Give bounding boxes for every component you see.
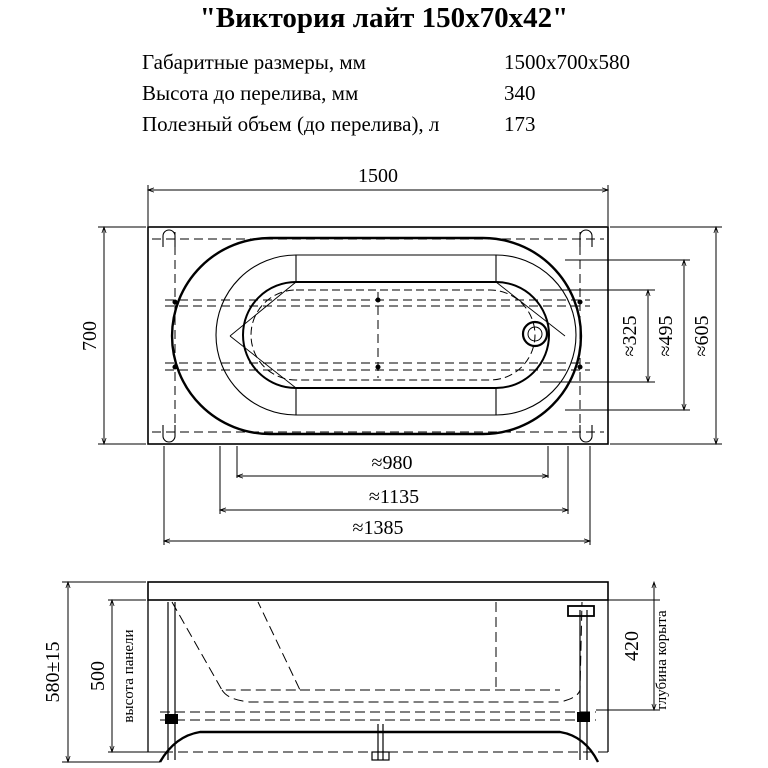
spec-value-dimensions: 1500х700х580 xyxy=(504,50,630,74)
dim-inner-1385: ≈1385 xyxy=(352,517,404,539)
dim-bowl-depth: 420 xyxy=(621,631,643,661)
dim-width: 700 xyxy=(79,321,101,351)
hidden-frame xyxy=(152,232,604,440)
spec-value-volume: 173 xyxy=(504,112,536,136)
label-bowl-depth: глубина корыта xyxy=(654,610,670,710)
dim-width-495: ≈495 xyxy=(655,315,677,357)
dim-width-325: ≈325 xyxy=(619,315,641,357)
spec-label-volume: Полезный объем (до перелива), л xyxy=(142,112,440,136)
dim-total-height: 580±15 xyxy=(42,641,64,703)
label-panel-height: высота панели xyxy=(121,629,137,723)
drain-icon xyxy=(523,322,547,346)
dim-panel-height: 500 xyxy=(87,661,109,691)
bowl-outline xyxy=(172,238,581,434)
overflow-fitting-icon xyxy=(568,606,594,616)
bowl-bottom xyxy=(243,282,549,388)
dim-inner-1135: ≈1135 xyxy=(368,486,420,508)
dim-length: 1500 xyxy=(358,165,398,187)
spec-value-overflow-height: 340 xyxy=(504,81,536,105)
front-panel-base xyxy=(160,732,598,762)
spec-label-overflow-height: Высота до перелива, мм xyxy=(142,81,359,105)
bowl-hidden-lines xyxy=(160,602,596,720)
diagram-title: "Виктория лайт 150х70х42" xyxy=(199,2,569,34)
dim-inner-980: ≈980 xyxy=(371,452,413,474)
legs xyxy=(165,602,590,760)
side-view xyxy=(62,582,660,762)
side-view-labels xyxy=(42,610,670,723)
spec-label-dimensions: Габаритные размеры, мм xyxy=(142,50,366,74)
side-rim xyxy=(148,582,608,600)
dim-width-605: ≈605 xyxy=(691,315,713,357)
